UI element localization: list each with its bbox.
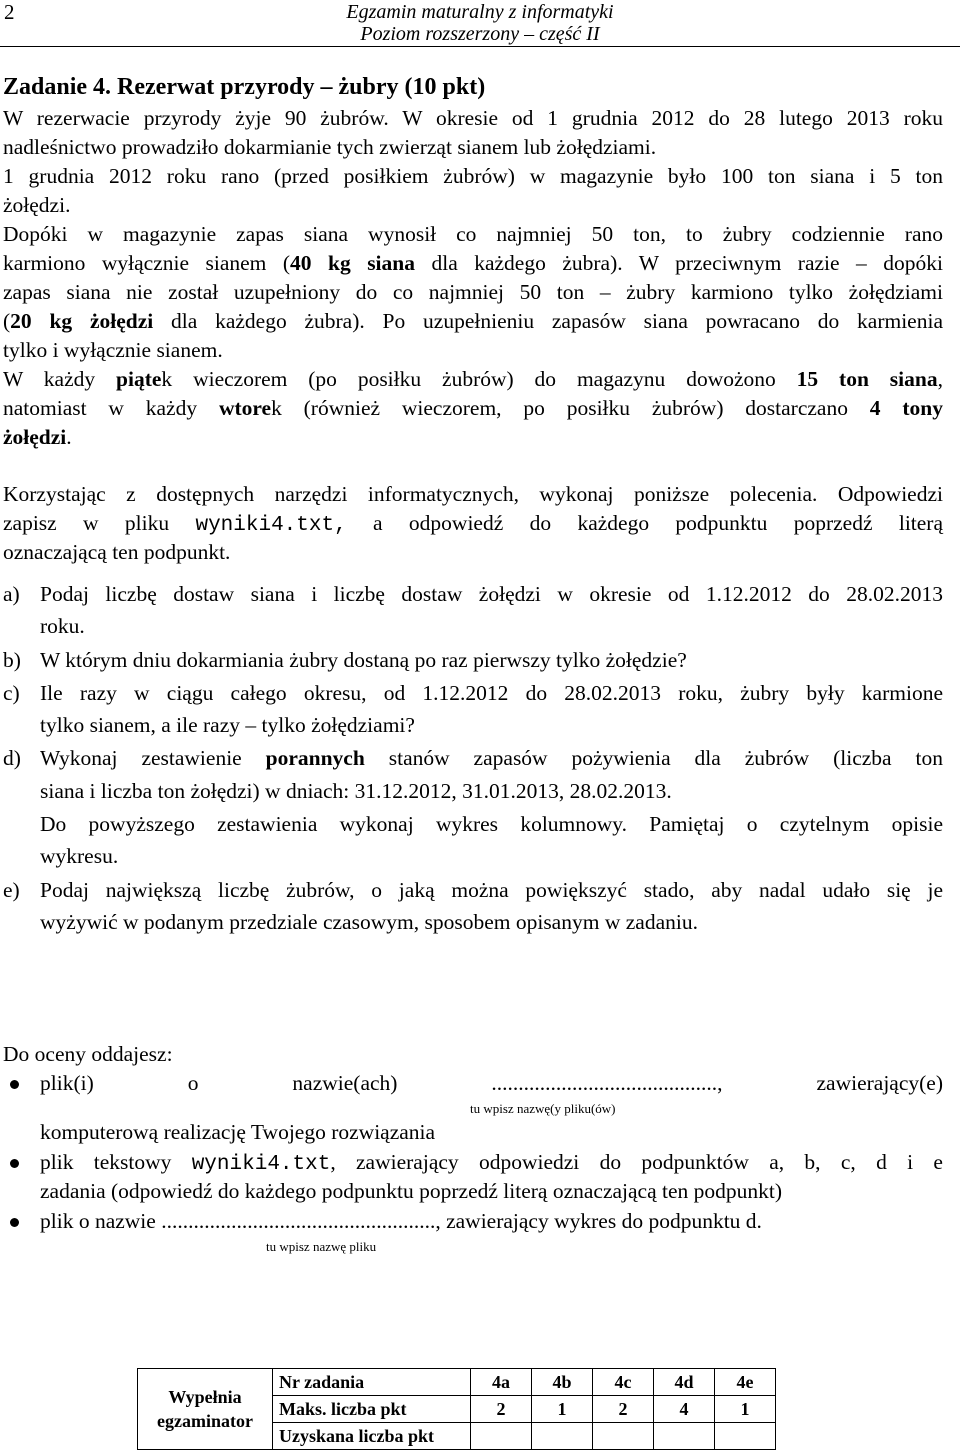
results-filename: wyniki4.txt, — [195, 514, 347, 537]
header-exam-level: Poziom rozszerzony – część II — [360, 23, 600, 45]
instructions-line: oznaczającą ten podpunkt. — [3, 540, 231, 564]
question-e: Podaj największą liczbę żubrów, o jaką można powiększyć stado, aby nadal udało się je — [40, 878, 943, 902]
task-number-cell: 4c — [593, 1369, 654, 1396]
intro-line: 1 grudnia 2012 roku rano (przed posiłkiem żubrów) w magazynie było 100 ton siana i 5 ton — [3, 164, 943, 188]
score-table — [137, 1368, 776, 1450]
max-points-cell: 1 — [715, 1396, 776, 1423]
delivery-line: żołędzi. — [3, 425, 72, 449]
instructions-line: Korzystając z dostępnych narzędzi informatycznych, wykonaj poniższe polecenia. Odpowiedzi — [3, 482, 943, 506]
task-number-cell: 4b — [532, 1369, 593, 1396]
chart-filename-hint: tu wpisz nazwę pliku — [266, 1239, 377, 1254]
obtained-points-cell[interactable] — [654, 1423, 715, 1450]
question-d: Wykonaj zestawienie porannych stanów zapasów pożywienia dla żubrów (liczba ton — [40, 746, 943, 770]
submission-item-chart: plik o nazwie ..................................................., zawierający wykres do podpunktu d. — [40, 1209, 762, 1233]
bullet-icon — [10, 1159, 19, 1168]
task-number-cell: 4e — [715, 1369, 776, 1396]
rules-line: tylko i wyłącznie sianem. — [3, 338, 223, 362]
examiner-fill-label: Wypełnia egzaminator — [138, 1369, 273, 1450]
question-a: Podaj liczbę dostaw siana i liczbę dostaw żołędzi w okresie od 1.12.2012 do 28.02.2013 — [40, 582, 943, 606]
question-e: wyżywić w podanym przedziale czasowym, sposobem opisanym w zadaniu. — [40, 910, 698, 934]
program-filename-blank: .......................................... — [491, 1071, 718, 1095]
max-points-cell: 2 — [593, 1396, 654, 1423]
submission-item-program: plik(i) o nazwie(ach) .........................................., zawierający(e) — [40, 1071, 943, 1095]
task-number-cell: 4a — [471, 1369, 532, 1396]
max-points-cell: 1 — [532, 1396, 593, 1423]
delivery-line: W każdy piątek wieczorem (po posiłku żubrów) do magazynu dowożono 15 ton siana, — [3, 367, 943, 391]
question-c: tylko sianem, a ile razy – tylko żołędziami? — [40, 713, 415, 737]
bullet-icon — [10, 1218, 19, 1227]
chart-filename-blank: ................................................... — [161, 1209, 436, 1233]
max-points-cell: 4 — [654, 1396, 715, 1423]
intro-line: W rezerwacie przyrody żyje 90 żubrów. W okresie od 1 grudnia 2012 do 28 lutego 2013 roku — [3, 106, 943, 130]
submission-item-program: komputerową realizację Twojego rozwiązania — [40, 1120, 436, 1144]
rules-line: (20 kg żołędzi dla każdego żubra). Po uzupełnieniu zapasów siana powracano do karmienia — [3, 309, 943, 333]
intro-line: żołędzi. — [3, 193, 71, 217]
max-points-label: Maks. liczba pkt — [273, 1396, 471, 1423]
instructions-line: zapisz w pliku wyniki4.txt, a odpowiedź do każdego podpunktu poprzedź literą — [3, 511, 944, 537]
program-filename-hint: tu wpisz nazwę(y pliku(ów) — [470, 1101, 616, 1116]
question-d-label: d) — [3, 746, 21, 770]
question-d: siana i liczba ton żołędzi) w dniach: 31.12.2012, 31.01.2013, 28.02.2013. — [40, 779, 672, 803]
submission-item-results: plik tekstowy wyniki4.txt, zawierający odpowiedzi do podpunktów a, b, c, d i e — [40, 1150, 943, 1176]
rules-line: Dopóki w magazynie zapas siana wynosił co najmniej 50 ton, to żubry codziennie rano — [3, 222, 943, 246]
page-number: 2 — [4, 0, 15, 24]
question-c: Ile razy w ciągu całego okresu, od 1.12.2012 do 28.02.2013 roku, żubry były karmione — [40, 681, 943, 705]
task-number-label: Nr zadania — [273, 1369, 471, 1396]
obtained-points-cell[interactable] — [471, 1423, 532, 1450]
question-d: Do powyższego zestawienia wykonaj wykres kolumnowy. Pamiętaj o czytelnym opisie — [40, 812, 943, 836]
submission-heading: Do oceny oddajesz: — [3, 1042, 173, 1066]
task-title: Zadanie 4. Rezerwat przyrody – żubry (10 pkt) — [3, 74, 486, 100]
question-b-label: b) — [3, 648, 21, 672]
results-filename: wyniki4.txt — [191, 1153, 331, 1176]
task-number-cell: 4d — [654, 1369, 715, 1396]
max-points-cell: 2 — [471, 1396, 532, 1423]
header-exam-title: Egzamin maturalny z informatyki — [346, 1, 614, 23]
obtained-points-cell[interactable] — [715, 1423, 776, 1450]
question-a-label: a) — [3, 582, 20, 606]
question-a: roku. — [40, 614, 85, 638]
intro-line: nadleśnictwo prowadziło dokarmianie tych zwierząt sianem lub żołędziami. — [3, 135, 657, 159]
submission-item-results: zadania (odpowiedź do każdego podpunktu poprzedź literą oznaczającą ten podpunkt) — [40, 1179, 783, 1203]
obtained-points-cell[interactable] — [593, 1423, 654, 1450]
delivery-line: natomiast w każdy wtorek (również wieczorem, po posiłku żubrów) dostarczano 4 tony — [3, 396, 943, 420]
question-e-label: e) — [3, 878, 20, 902]
question-c-label: c) — [3, 681, 20, 705]
header-divider — [0, 46, 960, 47]
bullet-icon — [10, 1080, 19, 1089]
rules-line: karmiono wyłącznie sianem (40 kg siana dla każdego żubra). W przeciwnym razie – dopóki — [3, 251, 943, 275]
question-d: wykresu. — [40, 844, 119, 868]
obtained-points-label: Uzyskana liczba pkt — [273, 1423, 471, 1450]
obtained-points-cell[interactable] — [532, 1423, 593, 1450]
question-b: W którym dniu dokarmiania żubry dostaną po raz pierwszy tylko żołędzie? — [40, 648, 687, 672]
rules-line: zapas siana nie został uzupełniony do co najmniej 50 ton – żubry karmiono tylko żołędziami — [3, 280, 943, 304]
